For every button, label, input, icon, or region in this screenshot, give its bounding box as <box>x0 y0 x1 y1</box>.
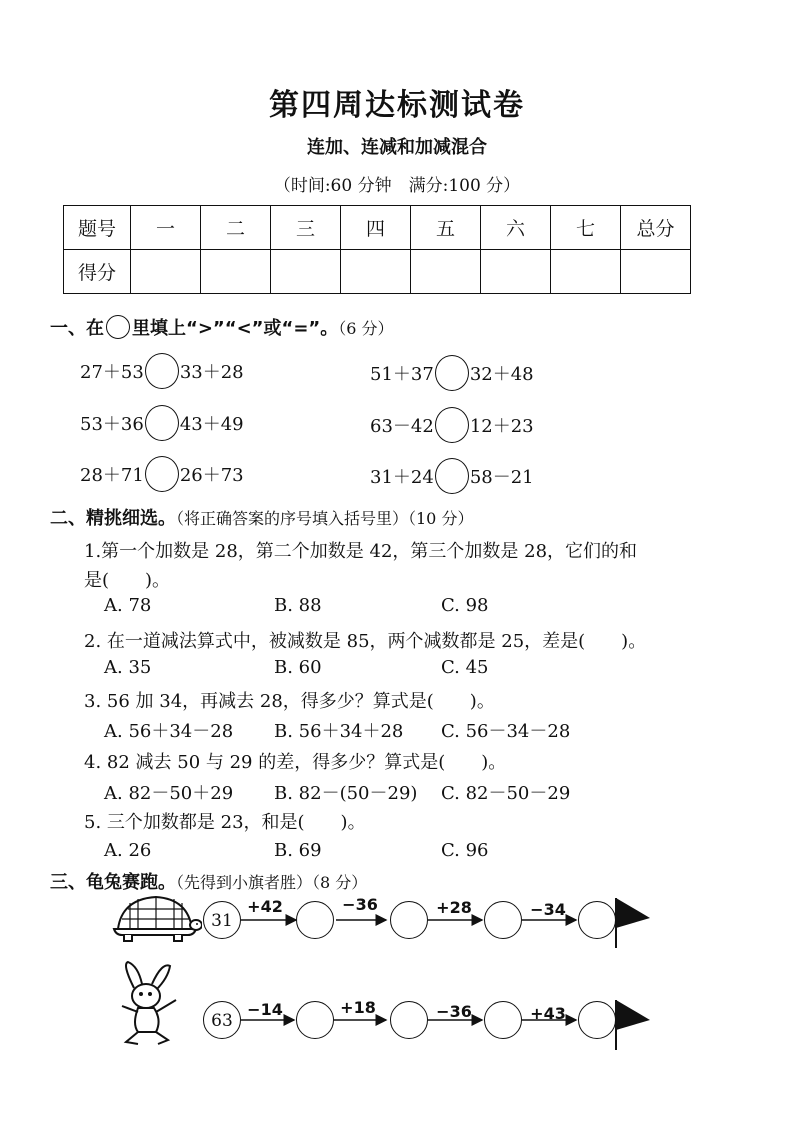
compare-item: 27＋53 33＋28 <box>80 353 244 389</box>
option[interactable]: C. 96 <box>441 840 489 861</box>
score-table-score-row <box>64 250 691 294</box>
table-cell: 七 <box>551 206 621 250</box>
option[interactable]: B. 82－(50－29) <box>274 783 418 804</box>
score-table <box>63 205 691 294</box>
table-cell: 题号 <box>64 206 131 250</box>
circle-icon <box>106 315 130 339</box>
answer-circle[interactable] <box>484 901 522 939</box>
page-subtitle: 连加、连减和加减混合 <box>307 137 487 158</box>
answer-circle[interactable] <box>578 901 616 939</box>
option[interactable]: A. 82－50＋29 <box>104 783 234 804</box>
question-3: 3. 56 加 34，再减去 28，得多少？算式是( )。 <box>84 691 495 712</box>
flag-icon <box>616 1000 650 1050</box>
score-input-cell[interactable] <box>481 250 551 294</box>
table-cell: 总分 <box>621 206 691 250</box>
section1-heading: 一、在 里填上“>”“<”或“=”。（6 分） <box>50 314 394 340</box>
question-1: 1.第一个加数是 28，第二个加数是 42，第三个加数是 28，它们的和 <box>84 541 638 562</box>
question-5: 5. 三个加数都是 23，和是( )。 <box>84 812 366 833</box>
question-1-line2: 是( )。 <box>84 570 171 591</box>
section2-heading: 二、精挑细选。（将正确答案的序号填入括号里）（10 分） <box>50 508 474 529</box>
table-cell: 四 <box>341 206 411 250</box>
table-cell: 二 <box>201 206 271 250</box>
answer-circle[interactable] <box>435 355 469 391</box>
answer-circle[interactable] <box>390 1001 428 1039</box>
table-cell: 一 <box>131 206 201 250</box>
option[interactable]: A. 78 <box>104 595 152 616</box>
table-cell: 三 <box>271 206 341 250</box>
section3-heading: 三、龟兔赛跑。（先得到小旗者胜）（8 分） <box>50 872 368 893</box>
turtle-op: +42 <box>247 897 283 916</box>
option[interactable]: C. 98 <box>441 595 489 616</box>
answer-circle[interactable] <box>145 405 179 441</box>
score-input-cell[interactable] <box>341 250 411 294</box>
question-4: 4. 82 减去 50 与 29 的差，得多少？算式是( )。 <box>84 752 507 773</box>
score-input-cell[interactable] <box>551 250 621 294</box>
compare-item: 51＋37 32＋48 <box>370 355 534 391</box>
score-input-cell[interactable] <box>131 250 201 294</box>
turtle-op: +28 <box>436 898 472 917</box>
rabbit-op: −14 <box>247 1000 283 1019</box>
answer-circle[interactable] <box>484 1001 522 1039</box>
score-table-header-row <box>64 206 691 250</box>
answer-circle[interactable] <box>435 407 469 443</box>
flag-icon <box>616 898 650 948</box>
rabbit-op: +43 <box>530 1004 566 1023</box>
option[interactable]: C. 45 <box>441 657 489 678</box>
option[interactable]: B. 88 <box>274 595 322 616</box>
option[interactable]: C. 56－34－28 <box>441 721 571 742</box>
turtle-op: −34 <box>530 900 566 919</box>
page-title: 第四周达标测试卷 <box>269 88 525 123</box>
option[interactable]: B. 69 <box>274 840 322 861</box>
option[interactable]: A. 35 <box>104 657 152 678</box>
answer-circle[interactable] <box>145 456 179 492</box>
answer-circle[interactable] <box>578 1001 616 1039</box>
table-cell: 六 <box>481 206 551 250</box>
option[interactable]: A. 26 <box>104 840 152 861</box>
answer-circle[interactable] <box>296 901 334 939</box>
score-input-cell[interactable] <box>411 250 481 294</box>
score-input-cell[interactable] <box>201 250 271 294</box>
turtle-icon <box>108 893 202 943</box>
compare-item: 28＋71 26＋73 <box>80 456 244 492</box>
compare-item: 63－42 12＋23 <box>370 407 534 443</box>
compare-item: 53＋36 43＋49 <box>80 405 244 441</box>
rabbit-icon <box>112 960 188 1046</box>
rabbit-op: −36 <box>436 1002 472 1021</box>
rabbit-op: +18 <box>340 998 376 1017</box>
option[interactable]: B. 60 <box>274 657 322 678</box>
table-cell: 五 <box>411 206 481 250</box>
table-cell: 得分 <box>64 250 131 294</box>
option[interactable]: A. 56＋34－28 <box>104 721 234 742</box>
answer-circle[interactable] <box>390 901 428 939</box>
compare-item: 31＋24 58－21 <box>370 458 534 494</box>
turtle-start-number: 31 <box>203 901 241 939</box>
answer-circle[interactable] <box>145 353 179 389</box>
option[interactable]: C. 82－50－29 <box>441 783 571 804</box>
question-2: 2. 在一道减法算式中，被减数是 85，两个减数都是 25，差是( )。 <box>84 631 647 652</box>
score-input-cell[interactable] <box>621 250 691 294</box>
time-info: （时间:60 分钟 满分:100 分） <box>273 176 521 196</box>
answer-circle[interactable] <box>435 458 469 494</box>
rabbit-start-number: 63 <box>203 1001 241 1039</box>
score-input-cell[interactable] <box>271 250 341 294</box>
option[interactable]: B. 56＋34＋28 <box>274 721 404 742</box>
turtle-op: −36 <box>342 895 378 914</box>
